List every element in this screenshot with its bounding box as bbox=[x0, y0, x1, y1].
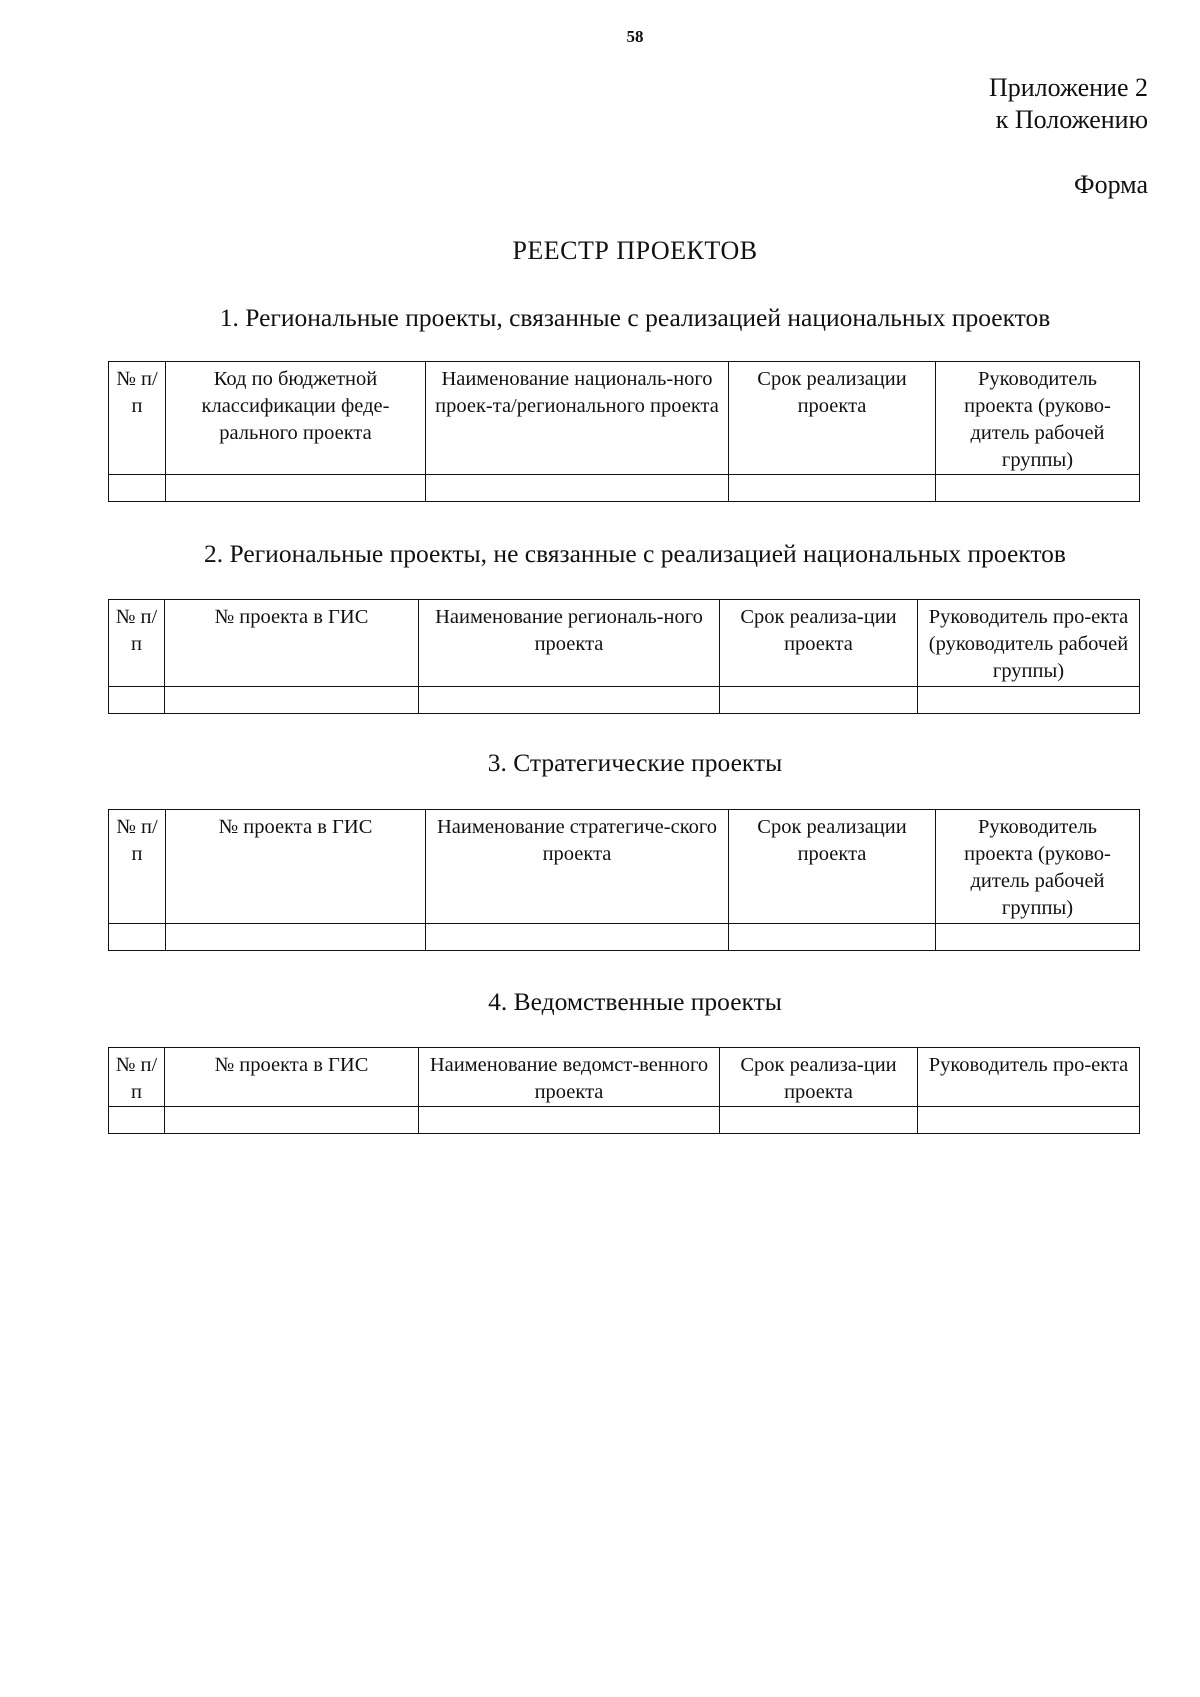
header-head: Руководитель про-екта bbox=[918, 1048, 1140, 1107]
header-number: № п/п bbox=[109, 600, 165, 687]
header-head: Руководитель проекта (руково-дитель рабочей группы) bbox=[936, 810, 1140, 924]
table-cell[interactable] bbox=[109, 924, 166, 951]
section-1-heading: 1. Региональные проекты, связанные с реализацией национальных проектов bbox=[219, 303, 1051, 332]
table-row bbox=[109, 1107, 1140, 1134]
header-term: Срок реализа-ции проекта bbox=[720, 1048, 918, 1107]
header-number: № п/п bbox=[109, 810, 166, 924]
header-name: Наименование региональ-ного проекта bbox=[419, 600, 720, 687]
table-row bbox=[109, 475, 1140, 502]
table-cell[interactable] bbox=[720, 1107, 918, 1134]
table-header-row bbox=[109, 1048, 1140, 1107]
table-cell[interactable] bbox=[166, 924, 426, 951]
table-cell[interactable] bbox=[419, 1107, 720, 1134]
header-gis-number: № проекта в ГИС bbox=[165, 600, 419, 687]
header-number: № п/п bbox=[109, 362, 166, 475]
table-cell[interactable] bbox=[936, 924, 1140, 951]
table-cell[interactable] bbox=[165, 1107, 419, 1134]
table-cell[interactable] bbox=[936, 475, 1140, 502]
table-cell[interactable] bbox=[729, 475, 936, 502]
section-2-table bbox=[108, 599, 1140, 714]
table-cell[interactable] bbox=[918, 1107, 1140, 1134]
header-term: Срок реализации проекта bbox=[729, 362, 936, 475]
header-name: Наименование стратегиче-ского проекта bbox=[426, 810, 729, 924]
table-cell[interactable] bbox=[729, 924, 936, 951]
table-row bbox=[109, 924, 1140, 951]
section-4-heading: 4. Ведомственные проекты bbox=[488, 987, 782, 1016]
header-head: Руководитель проекта (руково-дитель рабочей группы) bbox=[936, 362, 1140, 475]
page-number: 58 bbox=[626, 27, 644, 46]
header-gis-number: № проекта в ГИС bbox=[166, 810, 426, 924]
header-code: Код по бюджетной классификации феде-рального проекта bbox=[166, 362, 426, 475]
table-cell[interactable] bbox=[419, 687, 720, 714]
appendix-line-2: к Положению bbox=[995, 105, 1148, 134]
table-cell[interactable] bbox=[918, 687, 1140, 714]
table-cell[interactable] bbox=[109, 1107, 165, 1134]
section-1-table bbox=[108, 361, 1140, 502]
table-cell[interactable] bbox=[165, 687, 419, 714]
form-label: Форма bbox=[1074, 170, 1148, 199]
header-name: Наименование ведомст-венного проекта bbox=[419, 1048, 720, 1107]
table-row bbox=[109, 687, 1140, 714]
table-cell[interactable] bbox=[109, 475, 166, 502]
header-name: Наименование националь-ного проек-та/регионального проекта bbox=[426, 362, 729, 475]
header-gis-number: № проекта в ГИС bbox=[165, 1048, 419, 1107]
header-term: Срок реализа-ции проекта bbox=[720, 600, 918, 687]
header-number: № п/п bbox=[109, 1048, 165, 1107]
section-2-heading: 2. Региональные проекты, не связанные с реализацией национальных проектов bbox=[204, 539, 1066, 568]
appendix-line-1: Приложение 2 bbox=[988, 73, 1148, 102]
table-cell[interactable] bbox=[720, 687, 918, 714]
section-3-table bbox=[108, 809, 1140, 951]
table-cell[interactable] bbox=[426, 924, 729, 951]
table-header-row bbox=[109, 810, 1140, 924]
section-3-heading: 3. Стратегические проекты bbox=[487, 748, 783, 777]
header-term: Срок реализации проекта bbox=[729, 810, 936, 924]
table-header-row bbox=[109, 362, 1140, 475]
document-title: РЕЕСТР ПРОЕКТОВ bbox=[512, 236, 758, 265]
appendix-note bbox=[989, 72, 1148, 136]
table-cell[interactable] bbox=[109, 687, 165, 714]
table-cell[interactable] bbox=[166, 475, 426, 502]
table-header-row bbox=[109, 600, 1140, 687]
table-cell[interactable] bbox=[426, 475, 729, 502]
header-head: Руководитель про-екта (руководитель рабочей группы) bbox=[918, 600, 1140, 687]
section-4-table bbox=[108, 1047, 1140, 1134]
